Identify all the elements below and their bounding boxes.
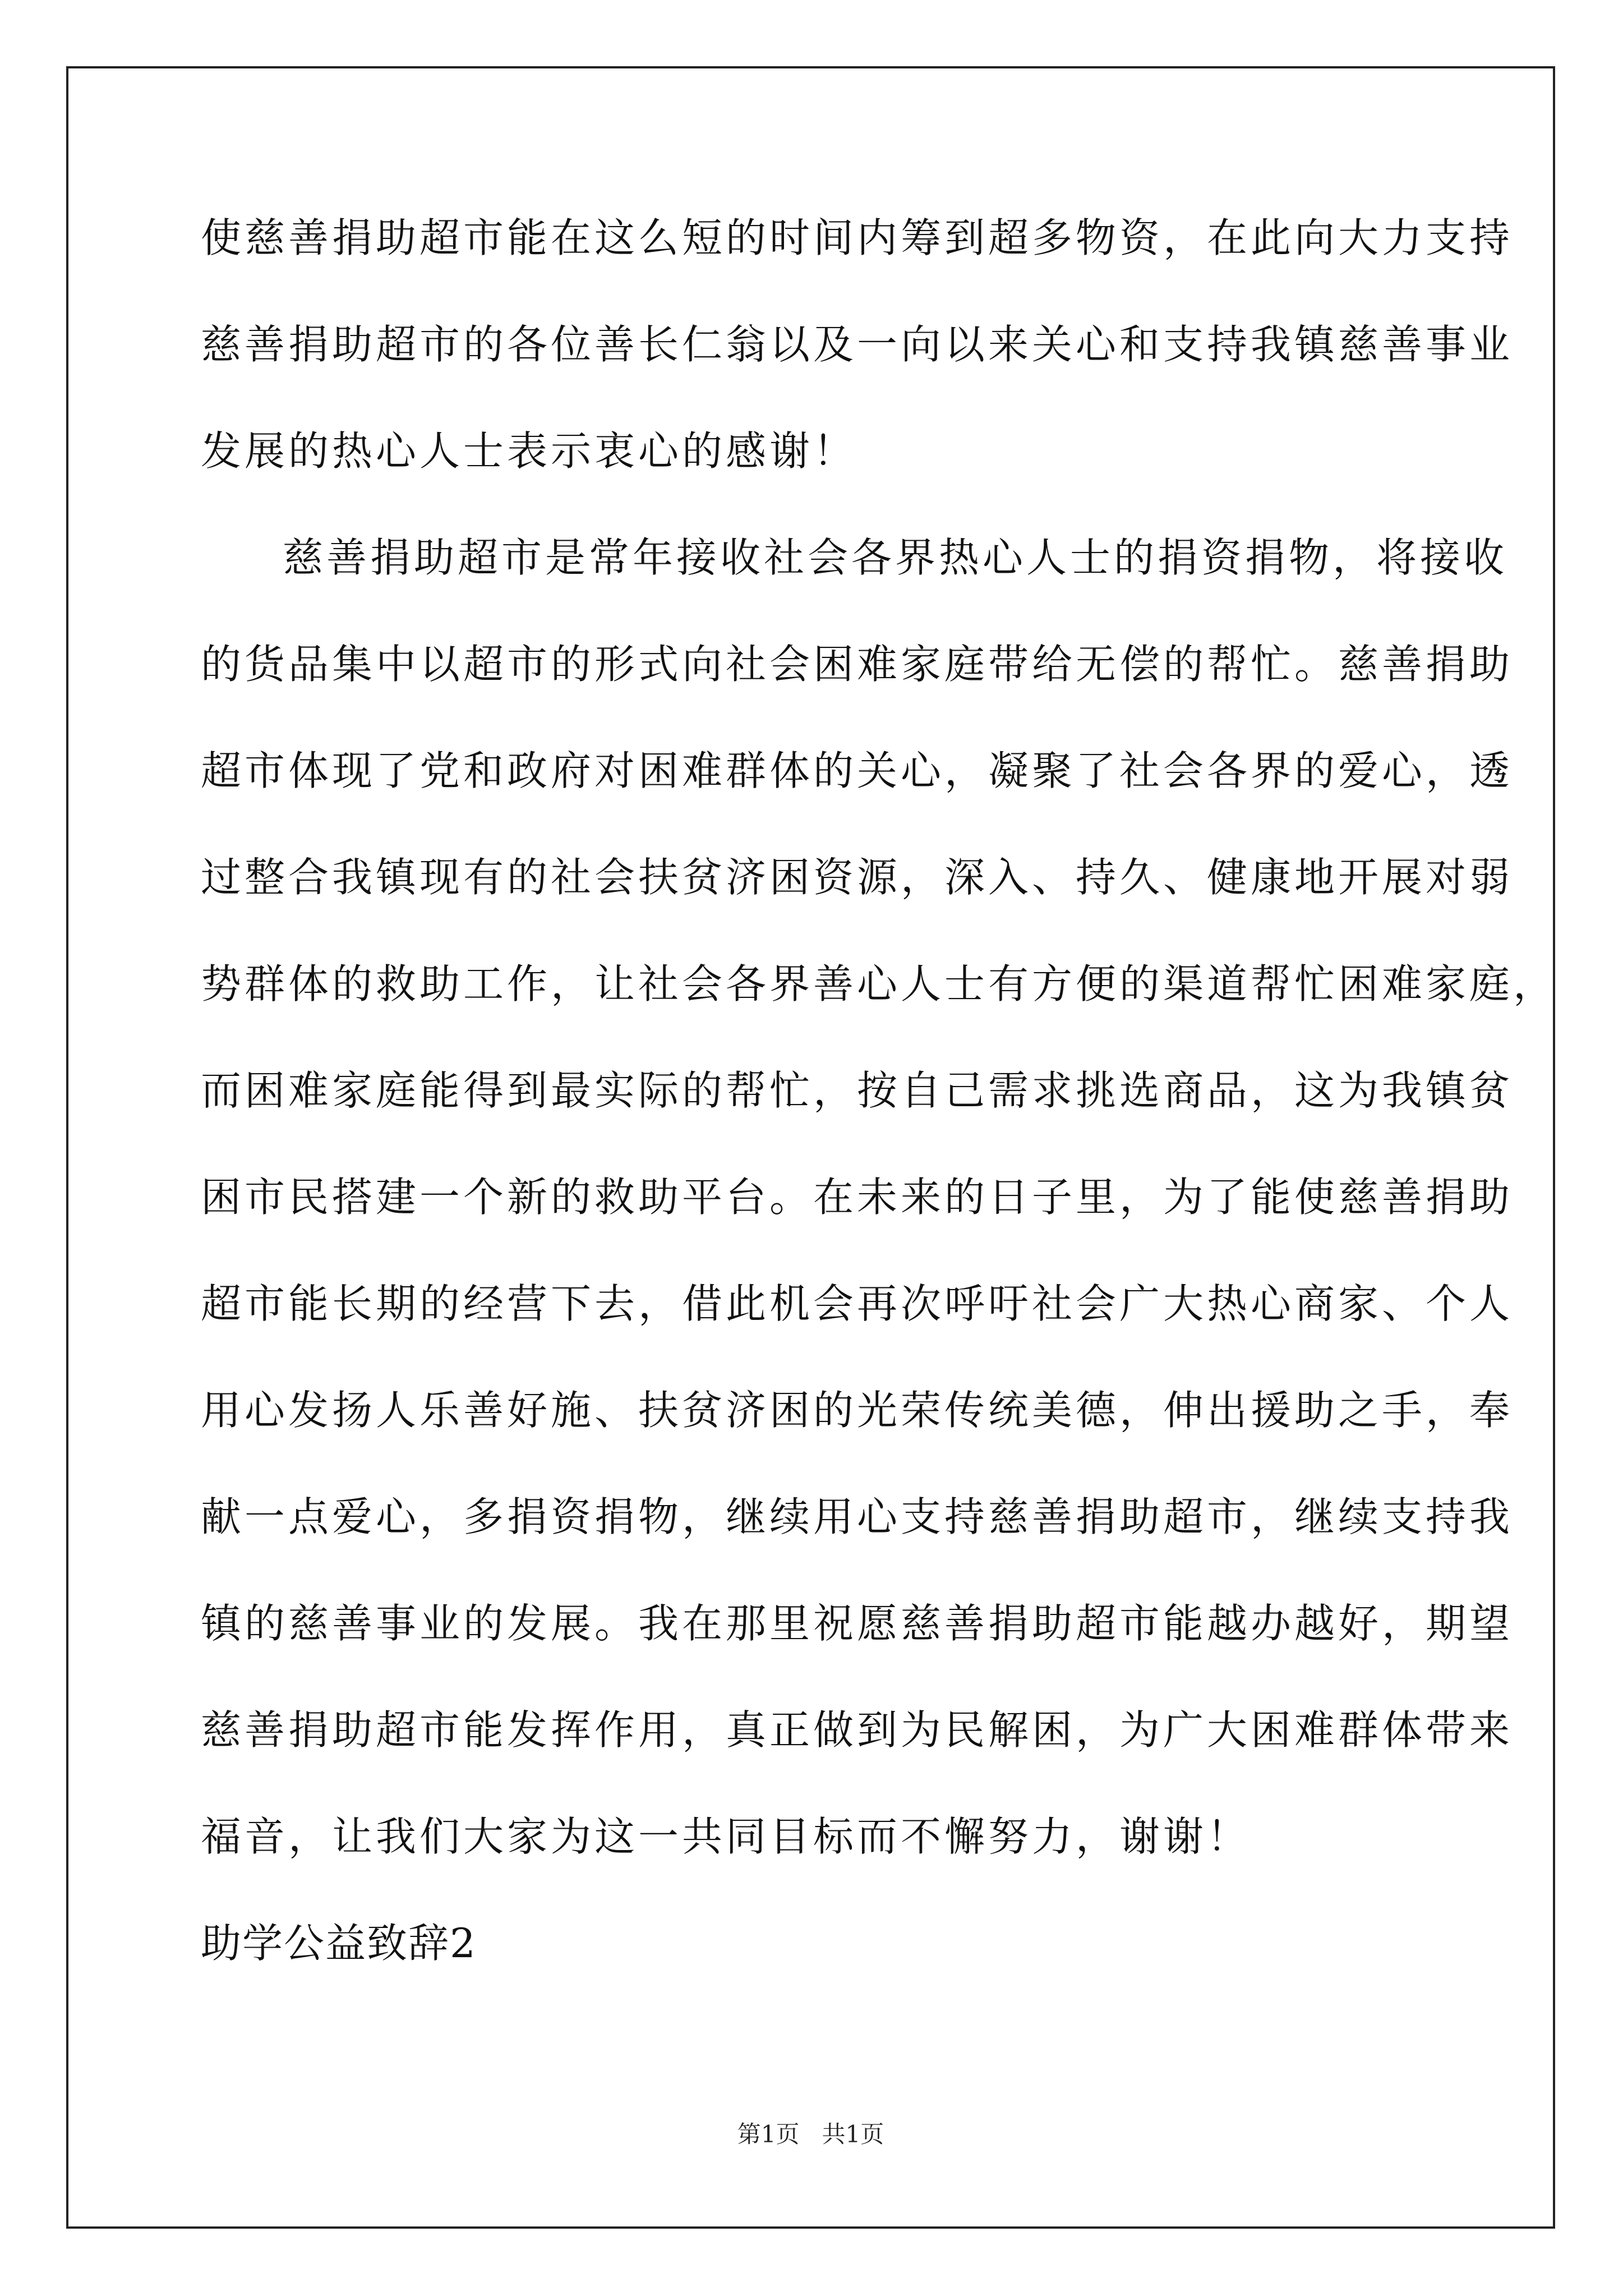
text-line: 福音，让我们大家为这一共同目标而不懈努力，谢谢！ xyxy=(201,1813,1251,1860)
text-line: 超市体现了党和政府对困难群体的关心，凝聚了社会各界的爱心，透 xyxy=(201,747,1514,794)
page-frame xyxy=(66,66,1555,2229)
text-line: 镇的慈善事业的发展。我在那里祝愿慈善捐助超市能越办越好，期望 xyxy=(201,1600,1514,1647)
text-line: 的货品集中以超市的形式向社会困难家庭带给无偿的帮忙。慈善捐助 xyxy=(201,641,1514,688)
document-body xyxy=(68,68,1557,2226)
text-line: 慈善捐助超市的各位善长仁翁以及一向以来关心和支持我镇慈善事业 xyxy=(201,321,1514,368)
page-number-total: 共1页 xyxy=(822,2120,884,2148)
page-number-current: 第1页 xyxy=(737,2120,800,2148)
text-line: 献一点爱心，多捐资捐物，继续用心支持慈善捐助超市，继续支持我 xyxy=(201,1493,1514,1540)
section-heading: 助学公益致辞2 xyxy=(201,1920,477,1967)
text-line: 困市民搭建一个新的救助平台。在未来的日子里，为了能使慈善捐助 xyxy=(201,1174,1514,1221)
text-line: 势群体的救助工作，让社会各界善心人士有方便的渠道帮忙困难家庭， xyxy=(201,960,1557,1007)
text-line: 用心发扬人乐善好施、扶贫济困的光荣传统美德，伸出援助之手，奉 xyxy=(201,1387,1514,1434)
text-line: 而困难家庭能得到最实际的帮忙，按自己需求挑选商品，这为我镇贫 xyxy=(201,1067,1514,1114)
text-line: 发展的热心人士表示衷心的感谢！ xyxy=(201,427,857,475)
text-line: 超市能长期的经营下去，借此机会再次呼吁社会广大热心商家、个人 xyxy=(201,1280,1514,1327)
text-line: 慈善捐助超市是常年接收社会各界热心人士的捐资捐物，将接收 xyxy=(283,534,1508,581)
text-line: 慈善捐助超市能发挥作用，真正做到为民解困，为广大困难群体带来 xyxy=(201,1706,1514,1754)
text-line: 过整合我镇现有的社会扶贫济困资源，深入、持久、健康地开展对弱 xyxy=(201,854,1514,901)
page-footer xyxy=(68,2120,1553,2148)
text-line: 使慈善捐助超市能在这么短的时间内筹到超多物资，在此向大力支持 xyxy=(201,214,1514,261)
